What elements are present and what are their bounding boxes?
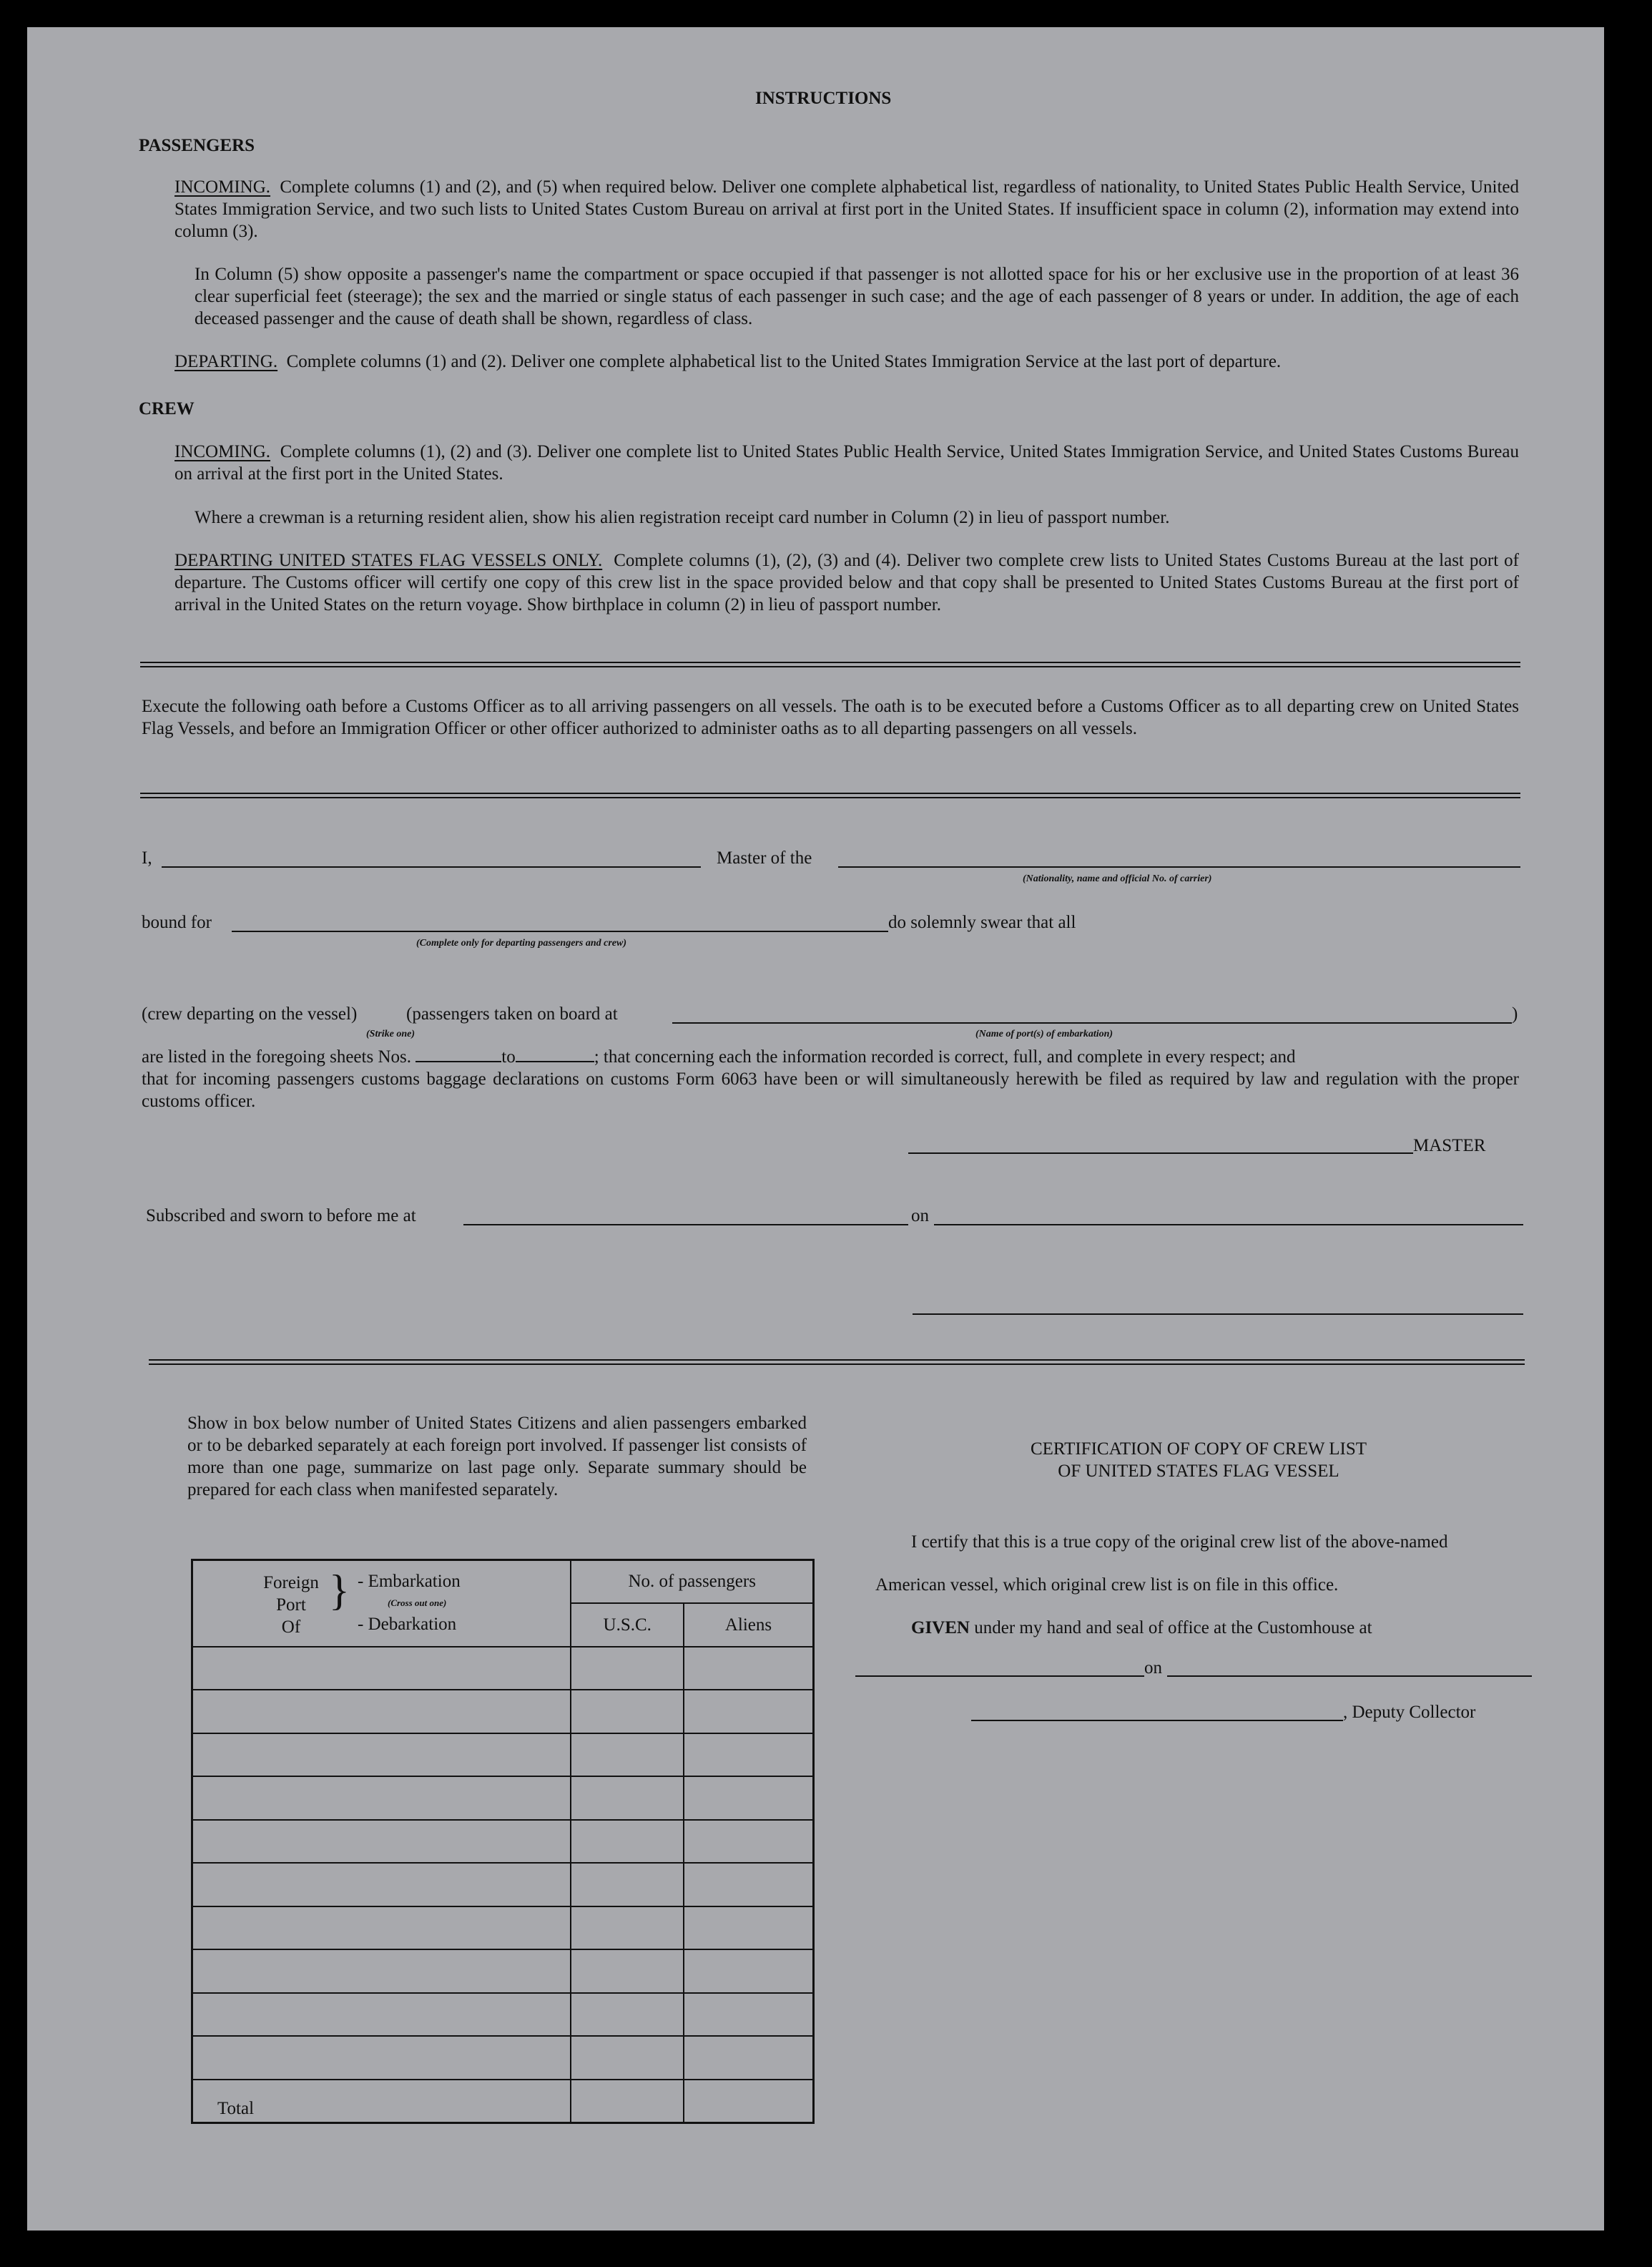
foreign-label: Foreign [263, 1572, 319, 1592]
listed-text2: that for incoming passengers customs baggage declarations on customs Form 6063 have been or will simultaneously herewith be filed as required by law and regulation with the proper customs officer. [142, 1069, 1519, 1111]
crew-departing-option: (crew departing on the vessel) [142, 1004, 358, 1024]
sworn-place-field[interactable] [463, 1224, 908, 1225]
section-divider [140, 662, 1520, 667]
master-signature-field[interactable] [908, 1152, 1413, 1154]
debarkation-option: - Debarkation [358, 1614, 457, 1634]
aliens-cell[interactable] [684, 2036, 813, 2079]
aliens-cell[interactable] [684, 1647, 813, 1690]
crew-incoming-label: INCOMING. [174, 442, 271, 461]
passenger-summary-table [191, 1559, 815, 2124]
table-row [192, 1776, 814, 1819]
officer-signature-field[interactable] [913, 1313, 1523, 1315]
table-row [192, 1949, 814, 1992]
crew-departing-text: Complete columns (1), (2), (3) and (4). Deliver two complete crew lists to United States Customs Bureau at the last port of departure. The Customs officer will certify one copy of this crew list in the space provided below and that copy shall be presented to United States Customs Bureau at the first port of arrival in the United States on the return voyage. Show birthplace in column (2) in lieu of passport number. [174, 551, 1519, 615]
sworn-date-field[interactable] [934, 1224, 1523, 1225]
port-cell[interactable] [192, 1863, 571, 1906]
aliens-cell[interactable] [684, 1690, 813, 1733]
carrier-field[interactable] [838, 866, 1520, 868]
oath-intro: Execute the following oath before a Customs Officer as to all arriving passengers on all vessels. The oath is to be executed before a Customs Officer as to all departing crew on United States Flag Vessels, and before an Immigration Officer or other officer authorized to administer oaths as to all departing passengers on all vessels. [142, 697, 1519, 738]
nationality-caption: (Nationality, name and official No. of carrier) [1023, 873, 1212, 884]
port-cell[interactable] [192, 1820, 571, 1863]
aliens-cell[interactable] [684, 1949, 813, 1992]
master-of-label: Master of the [717, 848, 812, 868]
table-row [192, 1733, 814, 1776]
port-cell[interactable] [192, 1906, 571, 1949]
master-name-field[interactable] [162, 866, 701, 868]
usc-cell[interactable] [571, 1820, 684, 1863]
complete-caption: (Complete only for departing passengers and crew) [416, 938, 626, 949]
table-row [192, 1647, 814, 1690]
port-cell[interactable] [192, 1690, 571, 1733]
aliens-cell[interactable] [684, 1863, 813, 1906]
swear-label: do solemnly swear that all [888, 913, 1076, 932]
port-cell[interactable] [192, 1647, 571, 1690]
aliens-cell[interactable] [684, 1733, 813, 1776]
aliens-header: Aliens [684, 1603, 813, 1647]
given-label: GIVEN [911, 1618, 970, 1637]
customhouse-field[interactable] [855, 1675, 1144, 1677]
close-paren: ) [1512, 1004, 1518, 1024]
usc-cell[interactable] [571, 1993, 684, 2036]
given-sentence [911, 1617, 1372, 1639]
american-text: American vessel, which original crew list is on file in this office. [875, 1575, 1339, 1595]
aliens-cell[interactable] [684, 1776, 813, 1819]
certify-text: I certify that this is a true copy of the original crew list of the above-named [911, 1532, 1448, 1552]
sheet-from-field[interactable] [416, 1048, 501, 1062]
cert-date-field[interactable] [1167, 1675, 1532, 1677]
sheet-to-field[interactable] [516, 1048, 594, 1062]
certification-title-line1: CERTIFICATION OF COPY OF CREW LIST [1030, 1439, 1367, 1459]
total-label: Total [192, 2080, 571, 2123]
listed-sentence [142, 1046, 1519, 1068]
brace-icon: } [329, 1566, 350, 1614]
port-cell[interactable] [192, 1733, 571, 1776]
aliens-cell[interactable] [684, 1906, 813, 1949]
certification-title-line2: OF UNITED STATES FLAG VESSEL [1058, 1461, 1339, 1481]
bound-for-field[interactable] [232, 931, 888, 932]
passengers-departing-label: DEPARTING. [174, 352, 278, 371]
usc-cell[interactable] [571, 1776, 684, 1819]
master-label: MASTER [1413, 1136, 1486, 1155]
passengers-incoming-text: Complete columns (1) and (2), and (5) when required below. Deliver one complete alphabetical list, regardless of nationality, to United States Public Health Service, United States Immigration Service, and two such lists to United States Custom Bureau on arrival at first port in the United States. If insufficient space in column (2), information may extend into column (3). [174, 177, 1519, 241]
total-row [192, 2080, 814, 2123]
table-row [192, 1820, 814, 1863]
table-row [192, 1906, 814, 1949]
usc-header: U.S.C. [571, 1603, 684, 1647]
passengers-incoming-paragraph [174, 176, 1519, 243]
crew-incoming-text: Complete columns (1), (2) and (3). Deliver one complete list to United States Public Health Service, United States Immigration Service, and United States Customs Bureau on arrival at the first port in the United States. [174, 442, 1519, 484]
table-row [192, 1863, 814, 1906]
table-row [192, 2036, 814, 2079]
passengers-heading: PASSENGERS [139, 136, 255, 155]
usc-cell[interactable] [571, 1906, 684, 1949]
aliens-cell[interactable] [684, 1820, 813, 1863]
instructions-title: INSTRUCTIONS [755, 89, 892, 108]
crew-departing-paragraph [174, 549, 1519, 616]
foreign-port-header [192, 1560, 571, 1647]
usc-cell[interactable] [571, 1949, 684, 1992]
usc-cell[interactable] [571, 1733, 684, 1776]
port-cell[interactable] [192, 1949, 571, 1992]
form-sheet [27, 27, 1604, 2231]
certification-title [855, 1438, 1542, 1482]
usc-cell[interactable] [571, 1647, 684, 1690]
usc-cell[interactable] [571, 1690, 684, 1733]
of-label: Of [281, 1617, 301, 1637]
deputy-signature-field[interactable] [971, 1720, 1343, 1721]
passengers-incoming-label: INCOMING. [174, 177, 271, 197]
table-row [192, 1690, 814, 1733]
cross-out-caption: (Cross out one) [388, 1597, 447, 1608]
aliens-cell[interactable] [684, 1993, 813, 2036]
crew-departing-label: DEPARTING UNITED STATES FLAG VESSELS ONLY. [174, 551, 603, 570]
crew-incoming-paragraph [174, 441, 1519, 485]
listed-label: are listed in the foregoing sheets Nos. [142, 1047, 411, 1067]
oath-i-label: I, [142, 848, 152, 868]
to-label: to [501, 1047, 516, 1067]
summary-intro: Show in box below number of United States Citizens and alien passengers embarked or to be debarked separately at each foreign port involved. If passenger list consists of more than one page, summarize on last page only. Separate summary should be prepared for each class when manifested separately. [187, 1414, 807, 1499]
embarkation-option: - Embarkation [358, 1571, 461, 1591]
crew-heading: CREW [139, 399, 195, 418]
section-divider [140, 793, 1520, 798]
listed-rest: ; that concerning each the information recorded is correct, full, and complete in every respect; and [594, 1047, 1296, 1067]
deputy-collector-label: , Deputy Collector [1343, 1703, 1476, 1722]
passengers-departing-text: Complete columns (1) and (2). Deliver one complete alphabetical list to the United States Immigration Service at the last port of departure. [286, 352, 1282, 371]
section-divider [149, 1359, 1525, 1365]
cert-on-label: on [1144, 1658, 1162, 1678]
port-cell[interactable] [192, 2036, 571, 2079]
passengers-taken-option: (passengers taken on board at [406, 1004, 618, 1024]
sworn-on-label: on [911, 1206, 929, 1225]
port-cell[interactable] [192, 1776, 571, 1819]
ports-caption: (Name of port(s) of embarkation) [975, 1029, 1113, 1039]
passengers-column5-paragraph: In Column (5) show opposite a passenger's name the compartment or space occupied if that passenger is not allotted space for his or her exclusive use in the proportion of at least 36 clear superficial feet (steerage); the sex and the married or single status of each passenger in such case; and the age of each passenger of 8 years or under. In addition, the age of each deceased passenger and the cause of death shall be shown, regardless of class. [195, 265, 1519, 328]
total-aliens-cell[interactable] [684, 2080, 813, 2123]
port-cell[interactable] [192, 1993, 571, 2036]
ports-embarkation-field[interactable] [672, 1022, 1512, 1024]
usc-cell[interactable] [571, 2036, 684, 2079]
table-row [192, 1993, 814, 2036]
crew-resident-paragraph: Where a crewman is a returning resident alien, show his alien registration receipt card number in Column (2) in lieu of passport number. [195, 508, 1170, 527]
usc-cell[interactable] [571, 1863, 684, 1906]
no-passengers-header: No. of passengers [571, 1560, 813, 1604]
strike-caption: (Strike one) [366, 1029, 416, 1039]
subscribed-label: Subscribed and sworn to before me at [146, 1206, 416, 1225]
total-usc-cell[interactable] [571, 2080, 684, 2123]
bound-for-label: bound for [142, 913, 212, 932]
port-label: Port [276, 1595, 306, 1615]
given-text: under my hand and seal of office at the Customhouse at [974, 1618, 1372, 1637]
passengers-departing-paragraph [174, 351, 1519, 373]
